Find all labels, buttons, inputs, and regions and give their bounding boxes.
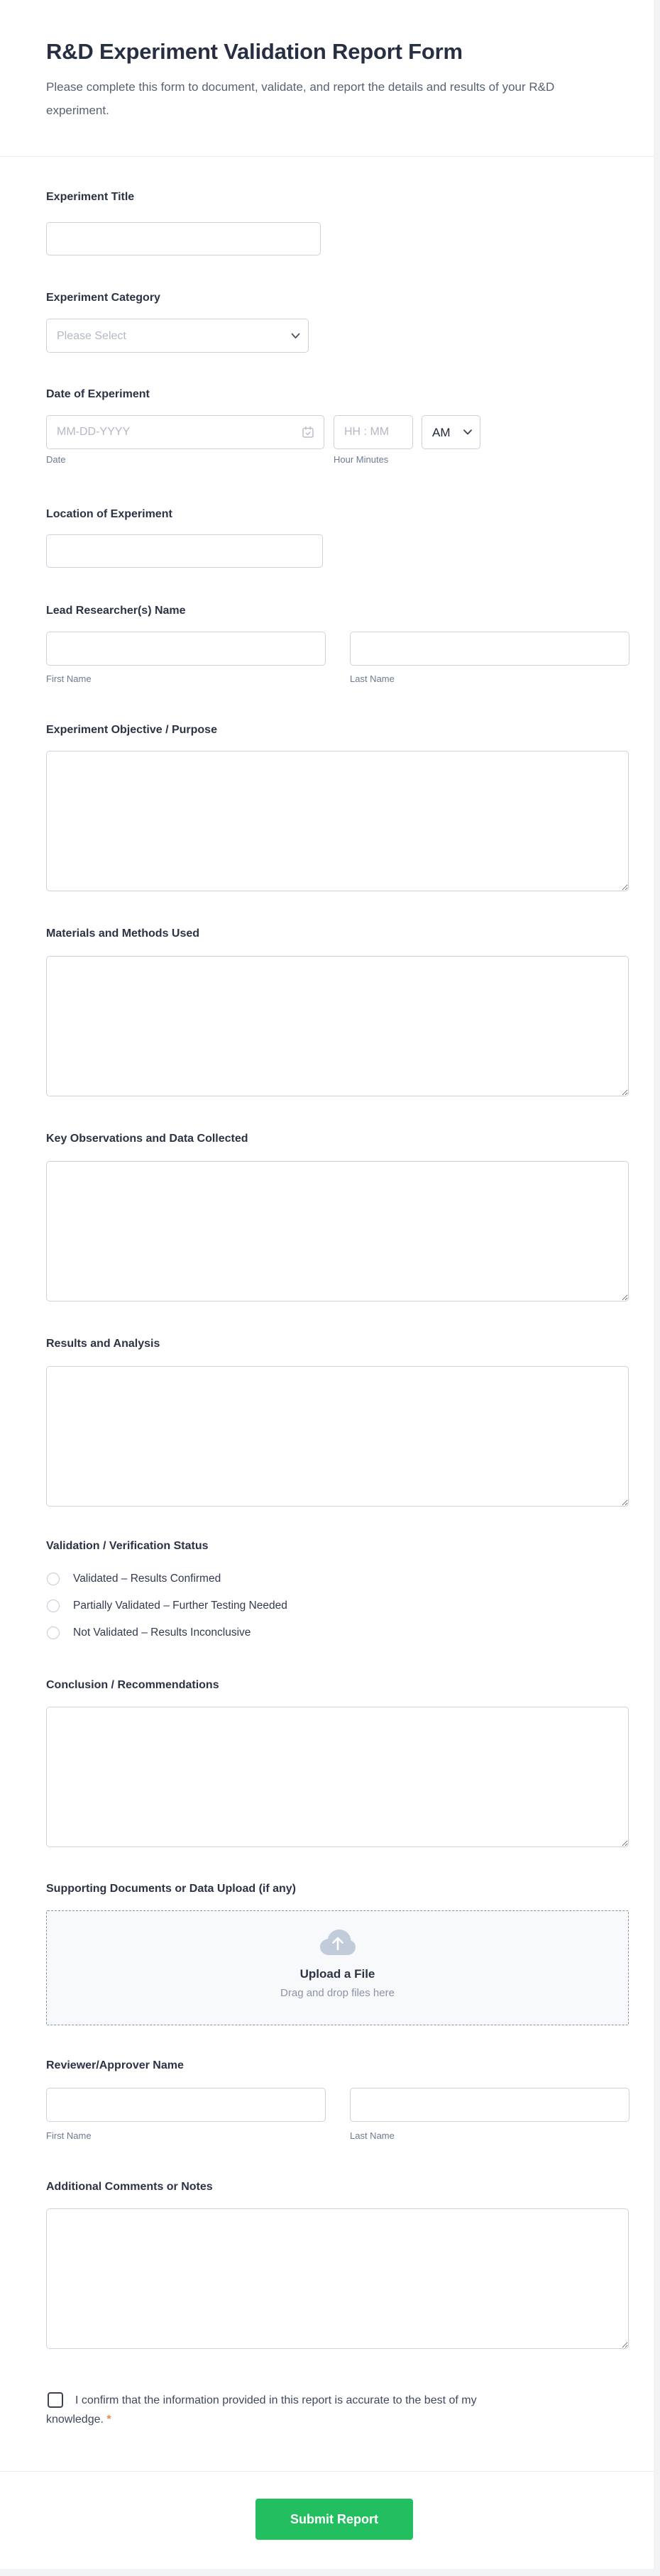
lead-researcher-first-name-input[interactable] <box>46 632 326 666</box>
experiment-title-input[interactable] <box>46 222 321 255</box>
date-input[interactable] <box>46 415 324 449</box>
page-subtitle: Please complete this form to document, validate, and report the details and results of your R&D experiment. <box>46 80 555 117</box>
radio-not-validated-label: Not Validated – Results Inconclusive <box>73 1626 251 1639</box>
radio-row-partially-validated <box>46 1599 287 1613</box>
date-sublabel: Date <box>46 454 66 465</box>
experiment-category-select-wrap <box>46 319 309 353</box>
lead-researcher-last-name-input[interactable] <box>350 632 629 666</box>
calendar-icon[interactable] <box>301 425 315 439</box>
location-label: Location of Experiment <box>46 508 172 520</box>
materials-label: Materials and Methods Used <box>46 928 200 940</box>
first-name-sublabel: First Name <box>46 673 92 684</box>
cloud-upload-icon <box>319 1929 356 1956</box>
reviewer-first-name-input[interactable] <box>46 2088 326 2122</box>
reviewer-first-name-sublabel: First Name <box>46 2130 92 2141</box>
conclusion-label: Conclusion / Recommendations <box>46 1679 219 1691</box>
reviewer-last-name-input[interactable] <box>350 2088 629 2122</box>
ampm-select[interactable] <box>422 415 480 449</box>
confirmation-label: I confirm that the information provided in this report is accurate to the best of my knowledge. <box>46 2394 477 2426</box>
footer-divider <box>0 2471 654 2472</box>
radio-partially-validated-label: Partially Validated – Further Testing Needed <box>73 1600 287 1612</box>
objective-textarea[interactable] <box>46 751 629 891</box>
experiment-category-select[interactable] <box>46 319 309 353</box>
radio-validated[interactable] <box>47 1573 60 1585</box>
objective-label: Experiment Objective / Purpose <box>46 724 217 736</box>
validation-status-label: Validation / Verification Status <box>46 1540 209 1552</box>
page-title: R&D Experiment Validation Report Form <box>46 39 463 64</box>
last-name-sublabel: Last Name <box>350 673 395 684</box>
radio-row-not-validated <box>46 1626 251 1640</box>
conclusion-textarea[interactable] <box>46 1707 629 1847</box>
materials-textarea[interactable] <box>46 956 629 1096</box>
reviewer-last-name-sublabel: Last Name <box>350 2130 395 2141</box>
radio-partially-validated[interactable] <box>47 1600 60 1612</box>
time-input[interactable] <box>334 415 413 449</box>
radio-not-validated[interactable] <box>47 1626 60 1639</box>
experiment-title-label: Experiment Title <box>46 191 135 203</box>
required-asterisk: * <box>106 2413 111 2426</box>
observations-textarea[interactable] <box>46 1161 629 1301</box>
upload-title: Upload a File <box>299 1967 375 1981</box>
reviewer-label: Reviewer/Approver Name <box>46 2059 184 2071</box>
confirmation-text <box>46 2391 515 2429</box>
observations-label: Key Observations and Data Collected <box>46 1133 248 1145</box>
results-textarea[interactable] <box>46 1366 629 1507</box>
header-divider <box>0 156 654 157</box>
lead-researcher-label: Lead Researcher(s) Name <box>46 605 186 617</box>
additional-comments-label: Additional Comments or Notes <box>46 2181 213 2193</box>
radio-validated-label: Validated – Results Confirmed <box>73 1573 221 1585</box>
supporting-documents-label: Supporting Documents or Data Upload (if any) <box>46 1883 297 1895</box>
radio-row-validated <box>46 1572 221 1586</box>
file-upload-dropzone[interactable] <box>46 1910 629 2025</box>
experiment-category-label: Experiment Category <box>46 292 160 304</box>
additional-comments-textarea[interactable] <box>46 2208 629 2349</box>
results-label: Results and Analysis <box>46 1338 160 1350</box>
ampm-select-wrap <box>422 415 480 449</box>
time-sublabel: Hour Minutes <box>334 454 389 465</box>
submit-button[interactable]: Submit Report <box>255 2499 413 2540</box>
location-input[interactable] <box>46 534 323 568</box>
date-of-experiment-label: Date of Experiment <box>46 388 150 400</box>
upload-hint: Drag and drop files here <box>280 1987 395 1999</box>
